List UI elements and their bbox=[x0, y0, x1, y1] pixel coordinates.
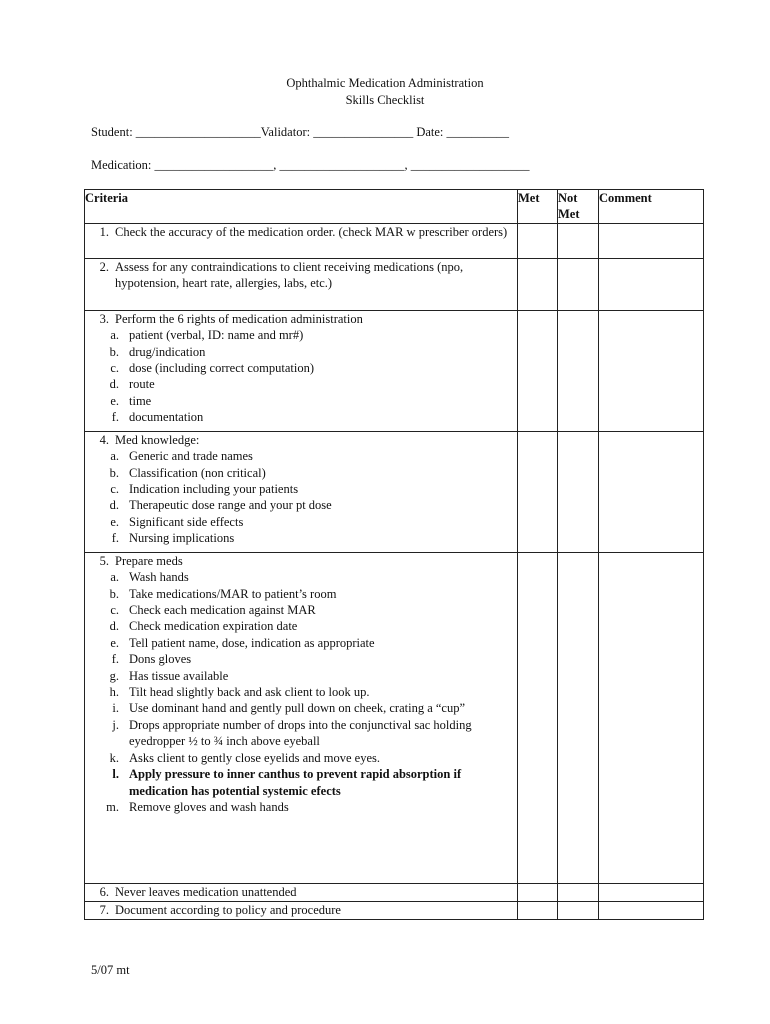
item-number: 6. bbox=[99, 884, 109, 899]
footer-version: 5/07 mt bbox=[91, 963, 130, 977]
comment-cell[interactable] bbox=[599, 258, 704, 310]
sub-item-letter: l. bbox=[112, 767, 119, 782]
sub-item-text: Significant side effects bbox=[129, 514, 244, 529]
sub-item-text: Therapeutic dose range and your pt dose bbox=[129, 498, 332, 513]
sub-item-text: dose (including correct computation) bbox=[129, 361, 315, 376]
sub-item bbox=[103, 344, 517, 360]
criteria-item bbox=[85, 902, 517, 918]
sub-item-letter: d. bbox=[109, 619, 119, 634]
table-row bbox=[85, 552, 704, 883]
sub-item bbox=[103, 717, 517, 750]
sub-item-letter: f. bbox=[111, 410, 119, 425]
table-header-row bbox=[85, 190, 704, 224]
sub-item-text: documentation bbox=[129, 410, 204, 425]
item-text: Prepare meds bbox=[115, 553, 183, 568]
sub-item-letter: f. bbox=[111, 652, 119, 667]
criteria-item bbox=[85, 259, 517, 292]
sub-item bbox=[103, 602, 517, 618]
criteria-item bbox=[85, 432, 517, 448]
comment-cell[interactable] bbox=[599, 552, 704, 883]
comment-cell[interactable] bbox=[599, 431, 704, 552]
sub-item-letter: b. bbox=[109, 586, 119, 601]
criteria-item bbox=[85, 311, 517, 327]
not-met-cell[interactable] bbox=[558, 310, 599, 431]
sub-item-letter: i. bbox=[112, 701, 119, 716]
sub-item-text: Check each medication against MAR bbox=[129, 603, 316, 618]
sub-item-letter: h. bbox=[109, 685, 119, 700]
sub-item-letter: d. bbox=[109, 377, 119, 392]
sub-item bbox=[103, 569, 517, 585]
sub-item bbox=[103, 360, 517, 376]
sub-item bbox=[103, 327, 517, 343]
sub-item-letter: b. bbox=[109, 344, 119, 359]
table-row bbox=[85, 223, 704, 258]
item-text: Med knowledge: bbox=[115, 432, 200, 447]
comment-cell[interactable] bbox=[599, 310, 704, 431]
sub-item bbox=[103, 376, 517, 392]
sub-item-letter: a. bbox=[110, 449, 119, 464]
sub-item bbox=[103, 530, 517, 546]
sub-item-letter: e. bbox=[110, 514, 119, 529]
skills-checklist-table bbox=[84, 189, 704, 920]
criteria-cell bbox=[85, 431, 518, 552]
sub-item-text: Generic and trade names bbox=[129, 449, 253, 464]
not-met-cell[interactable] bbox=[558, 431, 599, 552]
item-text: Perform the 6 rights of medication administration bbox=[115, 311, 363, 326]
sub-item-letter: a. bbox=[110, 570, 119, 585]
criteria-header: Criteria bbox=[85, 190, 518, 224]
not-met-cell[interactable] bbox=[558, 901, 599, 919]
sub-item-text: Classification (non critical) bbox=[129, 465, 266, 480]
sub-item-text: Apply pressure to inner canthus to prevent rapid absorption if medication has potential systemic efects bbox=[129, 767, 462, 798]
item-number: 5. bbox=[99, 553, 109, 568]
not-met-header: Not Met bbox=[558, 190, 599, 224]
sub-item-letter: c. bbox=[110, 361, 119, 376]
item-number: 7. bbox=[99, 902, 109, 917]
not-met-cell[interactable] bbox=[558, 223, 599, 258]
not-met-cell[interactable] bbox=[558, 883, 599, 901]
comment-header: Comment bbox=[599, 190, 704, 224]
item-number: 1. bbox=[99, 224, 109, 239]
sub-item-text: patient (verbal, ID: name and mr#) bbox=[129, 328, 304, 343]
table-row bbox=[85, 883, 704, 901]
sub-item-text: Tilt head slightly back and ask client to look up. bbox=[129, 685, 370, 700]
sub-item-letter: e. bbox=[110, 393, 119, 408]
sub-item-text: Remove gloves and wash hands bbox=[129, 799, 289, 814]
met-cell[interactable] bbox=[518, 901, 558, 919]
sub-item-text: time bbox=[129, 393, 152, 408]
sub-item-text: route bbox=[129, 377, 155, 392]
criteria-cell bbox=[85, 883, 518, 901]
criteria-cell bbox=[85, 901, 518, 919]
sub-item-text: Use dominant hand and gently pull down on cheek, crating a “cup” bbox=[129, 701, 466, 716]
item-number: 3. bbox=[99, 311, 109, 326]
not-met-cell[interactable] bbox=[558, 258, 599, 310]
sub-item-letter: j. bbox=[112, 717, 119, 732]
medication-line[interactable]: Medication: ___________________, ____________________, ___________________ bbox=[91, 158, 530, 172]
criteria-cell bbox=[85, 310, 518, 431]
sub-item-letter: b. bbox=[109, 465, 119, 480]
sub-item-text: Tell patient name, dose, indication as appropriate bbox=[129, 635, 375, 650]
sub-item-text: drug/indication bbox=[129, 344, 206, 359]
comment-cell[interactable] bbox=[599, 223, 704, 258]
sub-item bbox=[103, 799, 517, 815]
table-row bbox=[85, 258, 704, 310]
sub-item bbox=[103, 497, 517, 513]
item-number: 4. bbox=[99, 432, 109, 447]
document-subtitle: Skills Checklist bbox=[345, 93, 425, 107]
sub-item bbox=[103, 481, 517, 497]
sub-item bbox=[103, 514, 517, 530]
criteria-cell bbox=[85, 223, 518, 258]
criteria-cell bbox=[85, 552, 518, 883]
sub-item-letter: g. bbox=[109, 668, 119, 683]
criteria-item bbox=[85, 224, 517, 240]
met-cell[interactable] bbox=[518, 883, 558, 901]
student-validator-date-line[interactable]: Student: ____________________Validator: ________________ Date: __________ bbox=[91, 125, 510, 139]
met-cell[interactable] bbox=[518, 431, 558, 552]
comment-cell[interactable] bbox=[599, 883, 704, 901]
item-text: Never leaves medication unattended bbox=[115, 884, 297, 899]
table-row bbox=[85, 901, 704, 919]
item-text: Assess for any contraindications to client receiving medications (npo, hypotension, heart rate, allergies, labs, etc.) bbox=[115, 259, 464, 291]
sub-item-text: Take medications/MAR to patient’s room bbox=[129, 586, 337, 601]
met-header: Met bbox=[518, 190, 558, 224]
sub-item-letter: d. bbox=[109, 498, 119, 513]
sub-item bbox=[103, 465, 517, 481]
criteria-item bbox=[85, 884, 517, 900]
sub-item bbox=[103, 586, 517, 602]
sub-item-letter: e. bbox=[110, 635, 119, 650]
sub-item-text: Indication including your patients bbox=[129, 482, 299, 497]
sub-item bbox=[103, 766, 517, 799]
sub-item-text: Check medication expiration date bbox=[129, 619, 298, 634]
sub-item bbox=[103, 750, 517, 766]
sub-item bbox=[103, 635, 517, 651]
met-cell[interactable] bbox=[518, 310, 558, 431]
not-met-cell[interactable] bbox=[558, 552, 599, 883]
sub-item-text: Drops appropriate number of drops into the conjunctival sac holding eyedropper ½ to ¾ inch above eyeball bbox=[129, 717, 472, 749]
met-cell[interactable] bbox=[518, 223, 558, 258]
sub-item bbox=[103, 700, 517, 716]
document-title: Ophthalmic Medication Administration bbox=[286, 76, 484, 90]
sub-item bbox=[103, 651, 517, 667]
sub-item bbox=[103, 684, 517, 700]
table-row bbox=[85, 431, 704, 552]
sub-item-letter: f. bbox=[111, 531, 119, 546]
sub-item-letter: a. bbox=[110, 328, 119, 343]
comment-cell[interactable] bbox=[599, 901, 704, 919]
met-cell[interactable] bbox=[518, 258, 558, 310]
sub-item-letter: k. bbox=[109, 750, 119, 765]
sub-item bbox=[103, 668, 517, 684]
sub-item bbox=[103, 448, 517, 464]
sub-item-letter: c. bbox=[110, 603, 119, 618]
criteria-item bbox=[85, 553, 517, 569]
sub-item-text: Wash hands bbox=[129, 570, 189, 585]
sub-item-text: Dons gloves bbox=[129, 652, 192, 667]
sub-item-letter: m. bbox=[106, 799, 119, 814]
item-text: Document according to policy and procedure bbox=[115, 902, 341, 917]
sub-item bbox=[103, 409, 517, 425]
item-text: Check the accuracy of the medication order. (check MAR w prescriber orders) bbox=[115, 224, 508, 239]
criteria-cell bbox=[85, 258, 518, 310]
sub-item-text: Asks client to gently close eyelids and move eyes. bbox=[129, 750, 380, 765]
item-number: 2. bbox=[99, 259, 109, 274]
table-row bbox=[85, 310, 704, 431]
sub-item-text: Nursing implications bbox=[129, 531, 235, 546]
sub-item-letter: c. bbox=[110, 482, 119, 497]
sub-item-text: Has tissue available bbox=[129, 668, 229, 683]
sub-item bbox=[103, 618, 517, 634]
sub-item bbox=[103, 393, 517, 409]
met-cell[interactable] bbox=[518, 552, 558, 883]
